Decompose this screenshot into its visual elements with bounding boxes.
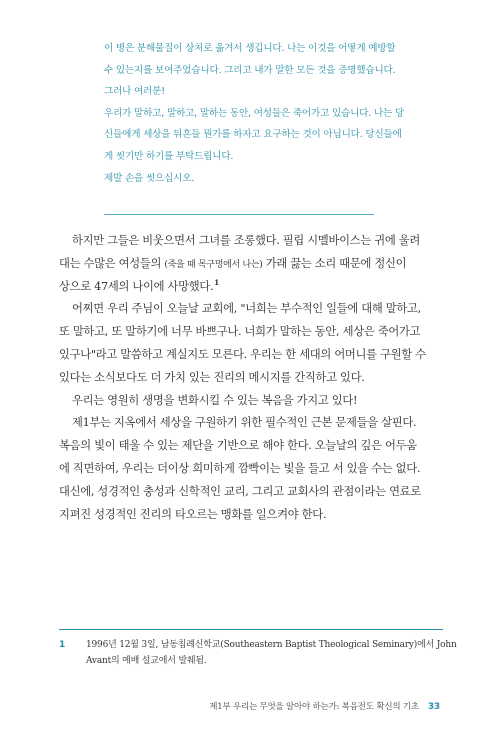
paragraph-1-line	[59, 253, 443, 276]
page-number: 33	[427, 702, 440, 712]
text-run: 상으로 47세의 나이에 사망했다.	[59, 279, 214, 293]
footnote-line: Avant의 예배 설교에서 발췌됨.	[86, 656, 207, 666]
running-footer	[209, 700, 440, 712]
paragraph-2-line: 또 말하고, 또 말하기에 너무 바쁘구나. 너희가 말하는 동안, 세상은 죽어가고	[59, 325, 421, 339]
quote-line: 이 병은 분해물질이 상처로 옮겨서 생깁니다. 나는 이것을 어떻게 예방할	[104, 43, 396, 54]
paragraph-4-line: 복음의 빛이 태울 수 있는 제단을 기반으로 해야 한다. 오늘날의 깊은 어두움	[59, 439, 417, 453]
paragraph-2-line: 있구나"라고 말씀하고 계실지도 모른다. 우리는 한 세대의 어머니를 구원할 수	[59, 347, 426, 361]
footnote-divider	[59, 629, 443, 630]
footnote-line: 1996년 12월 3일, 남동침례신학교(Southeastern Baptist Theological Seminary)에서 John	[86, 640, 457, 650]
footnote-reference[interactable]: 1	[214, 277, 219, 287]
body-text	[59, 230, 443, 526]
quote-divider	[104, 214, 374, 215]
quote-line: 우리가 말하고, 말하고, 말하는 동안, 여성들은 죽어가고 있습니다. 나는 당	[104, 107, 405, 119]
quote-line: 게 씻기만 하기를 부탁드립니다.	[104, 150, 234, 162]
paragraph-1-line	[59, 276, 443, 299]
text-run: 대는 수많은 여성들의	[59, 256, 165, 270]
parenthetical-note: (죽을 때 목구멍에서 나는)	[164, 259, 263, 270]
quote-line: 수 있는지를 보여주었습니다. 그리고 내가 말한 모든 것을 증명했습니다.	[104, 64, 396, 76]
paragraph-2-line: 있다는 소식보다도 더 가치 있는 진리의 메시지를 간직하고 있다.	[59, 370, 365, 384]
paragraph-4-line: 제1부는 지옥에서 세상을 구원하기 위한 필수적인 근본 문제들을 살핀다.	[72, 416, 417, 430]
footnote	[59, 637, 459, 669]
running-title: 제1부 우리는 무엇을 알아야 하는가: 복음전도 확신의 기초	[209, 702, 419, 712]
footnote-text	[86, 637, 459, 669]
paragraph-4-line: 지펴진 성경적인 진리의 타오르는 맹화를 일으켜야 한다.	[59, 507, 327, 521]
block-quote	[104, 38, 444, 189]
paragraph-3-line: 우리는 영원히 생명을 변화시킬 수 있는 복음을 가지고 있다!	[72, 393, 358, 407]
paragraph-1-line: 하지만 그들은 비웃으면서 그녀를 조롱했다. 필립 시멜바이스는 귀에 울려	[72, 234, 421, 247]
quote-line: 제발 손을 씻으십시오.	[104, 172, 195, 184]
quote-line: 신들에게 세상을 뒤흔들 뭔가를 하자고 요구하는 것이 아닙니다. 당신들에	[104, 129, 402, 141]
footnote-number: 1	[59, 640, 66, 650]
quote-line: 그러나 여러분!	[104, 86, 165, 98]
paragraph-4-line: 대신에, 성경적인 충성과 신학적인 교리, 그리고 교회사의 관점이라는 연료로	[59, 484, 421, 498]
paragraph-2-line: 어찌면 우리 주님이 오늘날 교회에, "너희는 부수적인 일들에 대해 말하고,	[72, 302, 421, 316]
text-run: 가래 끓는 소리 때문에 정신이	[262, 256, 407, 270]
paragraph-4-line: 에 직면하여, 우리는 더이상 희미하게 깜빡이는 빛을 들고 서 있을 수는 없다.	[59, 461, 421, 475]
